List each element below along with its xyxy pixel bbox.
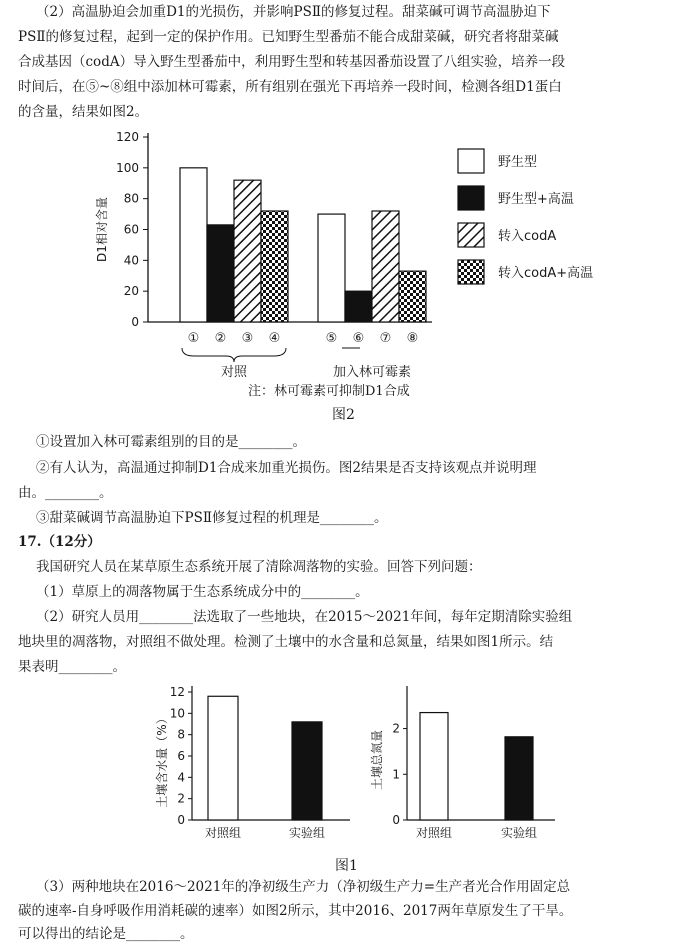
- y-tick-label: 12: [169, 685, 185, 699]
- para-line-4: 时间后，在⑤~⑧组中添加林可霉素，所有组别在强光下再培养一段时间，检测各组D1蛋白: [18, 79, 562, 95]
- y-tick-label: 10: [169, 706, 185, 721]
- group-label: 加入林可霉素: [332, 365, 412, 380]
- y-tick-label: 2: [392, 721, 400, 736]
- y-tick-label: 1: [392, 767, 400, 782]
- para-line-1: （2）高温胁迫会加重D1的光损伤，并影响PSⅡ的修复过程。甜菜碱可调节高温胁迫下: [36, 4, 551, 20]
- bar-experiment: [292, 722, 322, 820]
- y-axis-label: 土壤含水量（%）: [155, 712, 169, 808]
- category-label: ②: [214, 331, 227, 346]
- legend-label: 转入codA+高温: [498, 266, 594, 281]
- bar-experiment: [505, 737, 533, 820]
- y-tick-label: 100: [116, 160, 139, 175]
- bar-1: [180, 168, 207, 322]
- y-axis-label: 土壤总氮量: [370, 729, 384, 791]
- legend-label: 野生型: [498, 155, 538, 170]
- y-tick-label: 4: [177, 770, 185, 785]
- y-tick-label: 80: [123, 191, 139, 206]
- y-tick-label: 8: [177, 727, 185, 742]
- q17-line-2: （1）草原上的凋落物属于生态系统成分中的________。: [36, 584, 369, 600]
- y-tick-label: 20: [123, 284, 139, 299]
- figure1-water-chart: [150, 682, 360, 852]
- category-label: ⑥: [352, 331, 365, 346]
- question-1: ①设置加入林可霉素组别的目的是________。: [36, 434, 306, 450]
- y-tick-label: 120: [116, 130, 139, 144]
- legend-swatch: [458, 149, 484, 173]
- bar-3: [234, 180, 261, 322]
- bar-control: [208, 696, 238, 820]
- bar-8: [399, 271, 426, 322]
- category-label: ④: [268, 331, 281, 346]
- legend-label: 转入codA: [498, 229, 557, 244]
- figure1-caption: 图1: [335, 858, 358, 874]
- y-tick-label: 0: [177, 813, 185, 827]
- group-label: 对照: [220, 365, 248, 380]
- category-label: ⑦: [379, 331, 392, 346]
- bar-2: [207, 225, 234, 322]
- q17-3-line-3: 可以得出的结论是________。: [18, 926, 194, 942]
- bar-4: [261, 211, 288, 322]
- y-tick-label: 6: [177, 749, 185, 763]
- group-brace: [182, 348, 286, 362]
- question-3: ③甜菜碱调节高温胁迫下PSⅡ修复过程的机理是________。: [36, 510, 388, 526]
- figure2-caption: 图2: [332, 407, 355, 423]
- legend-swatch: [458, 186, 484, 210]
- q17-header: 17.（12分）: [18, 534, 101, 550]
- category-label: ①: [187, 331, 200, 346]
- bar-control: [420, 713, 448, 820]
- q17-3-line-1: （3）两种地块在2016～2021年的净初级生产力（净初级生产力=生产者光合作用固定总: [36, 879, 571, 895]
- y-tick-label: 60: [123, 222, 139, 237]
- q17-line-4: 地块里的凋落物，对照组不做处理。检测了土壤中的水含量和总氮量，结果如图1所示。结: [18, 634, 554, 650]
- para-line-2: PSⅡ的修复过程，起到一定的保护作用。已知野生型番茄不能合成甜菜碱，研究者将甜菜碱: [18, 29, 559, 45]
- figure2-chart: [80, 125, 640, 415]
- q17-3-line-2: 碳的速率-自身呼吸作用消耗碳的速率）如图2所示，其中2016、2017两年草原发生了干旱。: [18, 903, 573, 919]
- y-tick-label: 2: [177, 791, 185, 806]
- q17-line-5: 果表明________。: [18, 659, 126, 675]
- bar-5: [318, 214, 345, 322]
- q17-line-1: 我国研究人员在某草原生态系统开展了清除凋落物的实验。回答下列问题：: [36, 559, 482, 575]
- category-label: 实验组: [288, 826, 326, 840]
- category-label: 对照组: [204, 826, 242, 840]
- para-line-5: 的含量，结果如图2。: [18, 104, 149, 120]
- category-label: ⑤: [325, 331, 338, 346]
- y-tick-label: 0: [392, 813, 400, 827]
- category-label: ⑧: [406, 331, 419, 346]
- legend-swatch: [458, 260, 484, 284]
- bar-6: [345, 291, 372, 322]
- question-2-cont: 由。________。: [18, 485, 113, 501]
- bar-7: [372, 211, 399, 322]
- y-tick-label: 40: [123, 253, 139, 268]
- category-label: 实验组: [500, 826, 538, 840]
- figure2-note: 注：林可霉素可抑制D1合成: [248, 384, 410, 399]
- category-label: ③: [241, 331, 254, 346]
- y-axis-label: D1相对含量: [95, 197, 109, 262]
- legend-label: 野生型+高温: [498, 192, 574, 207]
- q17-line-3: （2）研究人员用________法选取了一些地块，在2015～2021年间，每年定期清除实验组: [36, 609, 573, 625]
- figure1-nitrogen-chart: [365, 682, 565, 852]
- legend-swatch: [458, 223, 484, 247]
- y-tick-label: 0: [131, 315, 139, 329]
- category-label: 对照组: [415, 826, 453, 840]
- question-2: ②有人认为，高温通过抑制D1合成来加重光损伤。图2结果是否支持该观点并说明理: [36, 460, 537, 476]
- para-line-3: 合成基因（codA）导入野生型番茄中，利用野生型和转基因番茄设置了八组实验，培养一段: [18, 54, 566, 70]
